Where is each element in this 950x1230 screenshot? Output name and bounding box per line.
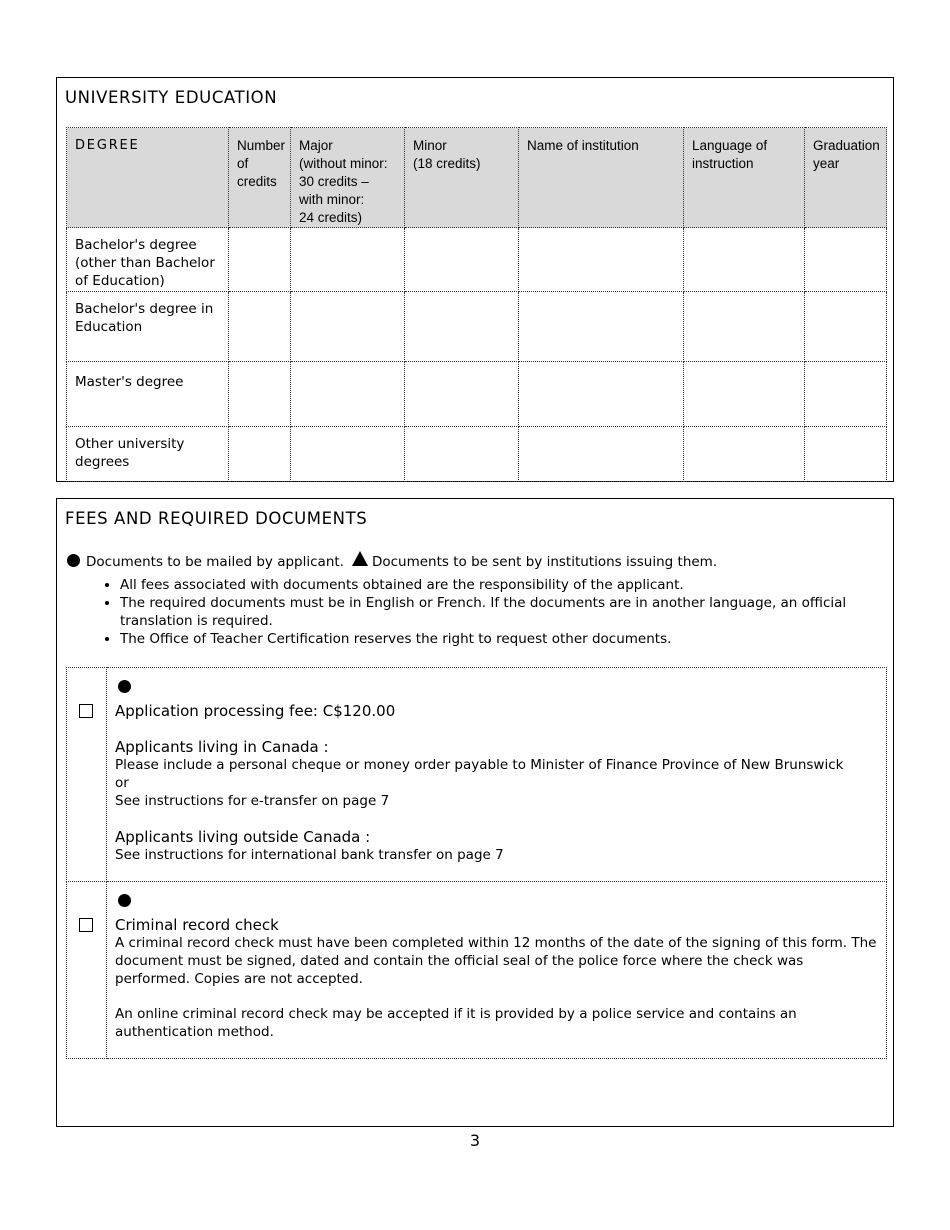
processing-fee-content [107,668,887,882]
legend-mailed: Documents to be mailed by applicant. [86,554,344,570]
header-credits: Number of credits [229,128,291,228]
credits-cell[interactable] [229,228,291,292]
legend [67,551,717,570]
institution-cell[interactable] [519,292,684,362]
major-cell[interactable] [291,228,405,292]
education-table [66,127,887,482]
credits-cell[interactable] [229,427,291,482]
degree-label-bachelor: Bachelor's degree (other than Bachelor of Education) [67,228,229,292]
online-check-text: An online criminal record check may be accepted if it is provided by a police service and contains an authentication method. [115,1006,797,1040]
language-cell[interactable] [684,427,805,482]
header-language: Language of instruction [684,128,805,228]
minor-cell[interactable] [405,427,519,482]
major-cell[interactable] [291,292,405,362]
processing-fee-heading: Application processing fee: C$120.00 [115,702,396,720]
table-row [67,362,887,427]
list-item: • All fees associated with documents obtained are the responsibility of the applicant. [120,576,890,594]
header-minor: Minor (18 credits) [405,128,519,228]
degree-label-other: Other university degrees [67,427,229,482]
canada-text: Please include a personal cheque or money order payable to Minister of Finance Province of New Brunswick or See instructions for e-transfer on page 7 [115,757,844,809]
header-institution: Name of institution [519,128,684,228]
degree-label-bed: Bachelor's degree in Education [67,292,229,362]
header-degree: DEGREE [67,128,229,228]
outside-canada-text: See instructions for international bank transfer on page 7 [115,847,504,863]
header-major: Major (without minor: 30 credits – with minor: 24 credits) [291,128,405,228]
minor-cell[interactable] [405,228,519,292]
fees-documents-section [56,498,894,1127]
language-cell[interactable] [684,362,805,427]
checkbox-cell [67,668,107,882]
triangle-bullet-icon [352,551,368,566]
institution-cell[interactable] [519,362,684,427]
notes-list [93,576,890,648]
criminal-record-text: A criminal record check must have been completed within 12 months of the date of the signing of this form. The document must be signed, dated and contain the official seal of the police force where the check was performed. Copies are not accepted. [115,935,877,987]
minor-cell[interactable] [405,292,519,362]
header-graduation: Graduation year [805,128,887,228]
graduation-cell[interactable] [805,292,887,362]
criminal-record-checkbox[interactable] [79,918,93,932]
credits-cell[interactable] [229,362,291,427]
university-education-section [56,77,894,482]
page-number: 3 [469,1131,481,1150]
documents-table [66,667,887,1059]
table-row [67,427,887,482]
circle-bullet-icon [118,894,131,907]
table-row [67,668,887,882]
circle-bullet-icon [118,680,131,693]
criminal-record-heading: Criminal record check [115,916,279,934]
degree-label-master: Master's degree [67,362,229,427]
major-cell[interactable] [291,362,405,427]
language-cell[interactable] [684,228,805,292]
criminal-record-content [107,882,887,1059]
graduation-cell[interactable] [805,362,887,427]
minor-cell[interactable] [405,362,519,427]
major-cell[interactable] [291,427,405,482]
institution-cell[interactable] [519,228,684,292]
list-item: • The Office of Teacher Certification reserves the right to request other documents. [120,630,890,648]
graduation-cell[interactable] [805,427,887,482]
list-item: • The required documents must be in English or French. If the documents are in another language, an official translation is required. [120,594,890,630]
institution-cell[interactable] [519,427,684,482]
credits-cell[interactable] [229,292,291,362]
circle-bullet-icon [67,554,80,567]
outside-canada-heading: Applicants living outside Canada : [115,828,371,846]
table-row [67,228,887,292]
section-title-education: UNIVERSITY EDUCATION [65,88,278,107]
section-title-fees: FEES AND REQUIRED DOCUMENTS [65,509,368,528]
legend-sent: Documents to be sent by institutions issuing them. [371,554,718,570]
checkbox-cell [67,882,107,1059]
canada-heading: Applicants living in Canada : [115,738,329,756]
processing-fee-checkbox[interactable] [79,704,93,718]
table-row [67,292,887,362]
table-row [67,882,887,1059]
graduation-cell[interactable] [805,228,887,292]
language-cell[interactable] [684,292,805,362]
education-header-row [67,128,887,228]
